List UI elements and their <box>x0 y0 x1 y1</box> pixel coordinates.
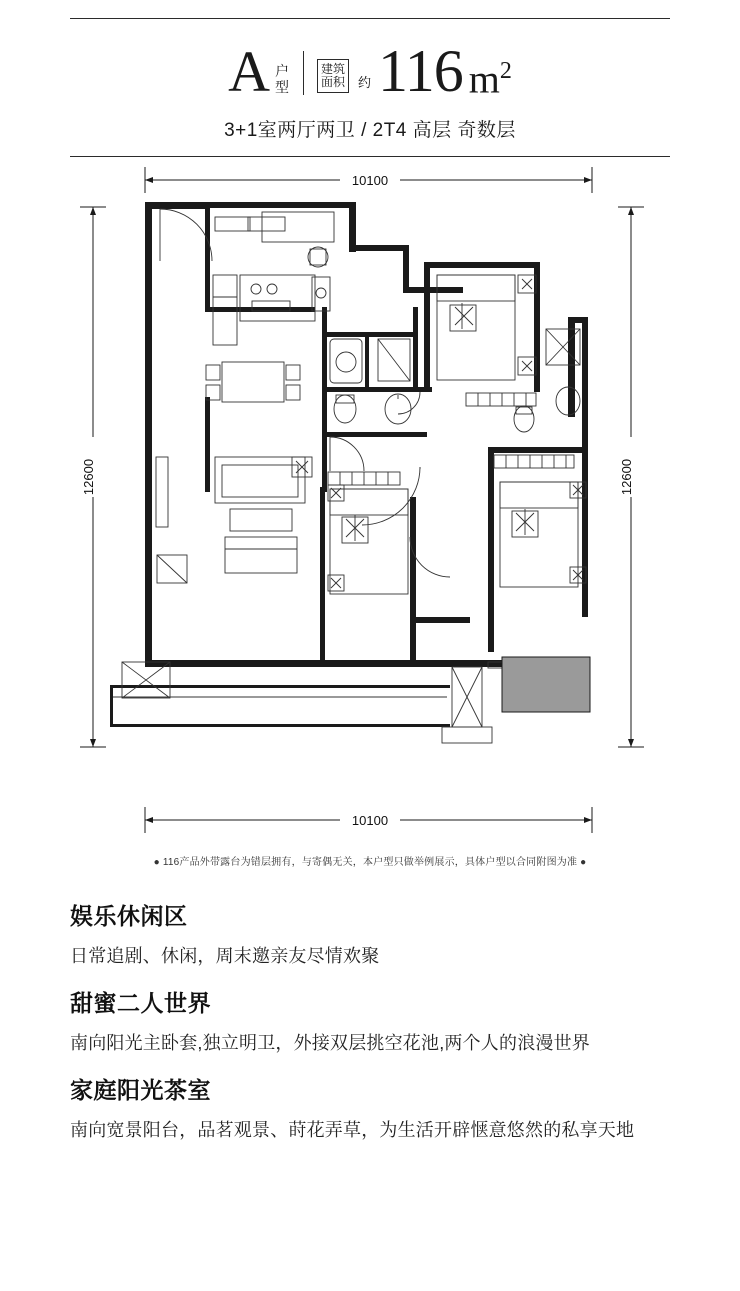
area-number: 116 <box>378 38 463 104</box>
dim-left-label: 12600 <box>81 458 96 496</box>
feature-title: 娱乐休闲区 <box>70 903 188 929</box>
feature-item <box>70 1072 670 1145</box>
unit-title-row <box>70 19 670 104</box>
unit-type-label-line2: 型 <box>274 79 290 95</box>
unit-letter: A <box>228 39 269 104</box>
terrace-fill <box>502 657 590 712</box>
feature-item <box>70 985 670 1058</box>
approx-label: 约 <box>357 75 371 90</box>
feature-description: 日常追剧、休闲，周末邀亲友尽情欢聚 <box>70 946 380 966</box>
feature-title: 甜蜜二人世界 <box>70 990 211 1016</box>
area-unit-text: m <box>468 56 500 101</box>
title-divider-left <box>303 51 304 95</box>
features-list <box>0 868 740 1145</box>
unit-type-label <box>275 63 290 101</box>
area-label-line2: 面积 <box>320 75 345 89</box>
area-label-line1: 建筑 <box>320 62 345 76</box>
dim-top-label: 10100 <box>351 173 389 188</box>
plan-note: ● 116产品外带露台为错层拥有，与寄偶无关，本户型只做举例展示，具体户型以合同附图为准 ● <box>153 857 587 868</box>
feature-description: 南向宽景阳台，品茗观景、莳花弄草，为生活开辟惬意悠然的私享天地 <box>70 1120 635 1140</box>
area-superscript: 2 <box>499 57 512 84</box>
floor-plan <box>0 157 740 857</box>
feature-description: 南向阳光主卧套,独立明卫，外接双层挑空花池,两个人的浪漫世界 <box>70 1033 590 1053</box>
feature-item <box>70 898 670 971</box>
unit-type-label-line1: 户 <box>274 63 290 79</box>
unit-subtitle: 3+1室两厅两卫 / 2T4 高层 奇数层 <box>224 120 516 141</box>
dim-right-label: 12600 <box>619 458 634 496</box>
header <box>0 0 740 157</box>
feature-title: 家庭阳光茶室 <box>70 1077 211 1103</box>
area-unit <box>468 56 512 101</box>
dim-bottom-label: 10100 <box>351 813 389 828</box>
area-label-box <box>317 59 349 93</box>
